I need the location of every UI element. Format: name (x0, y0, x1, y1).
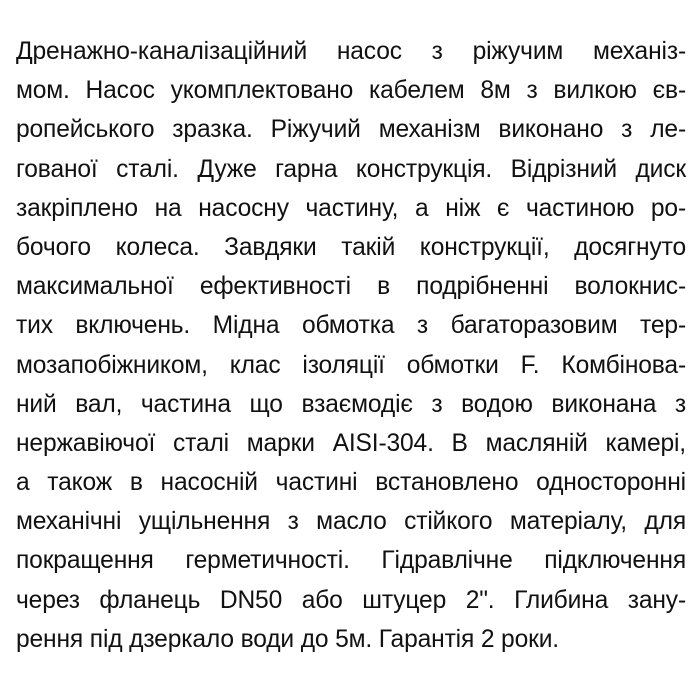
paragraph-line: нержавіючої сталі марки AISI-304. В масляній камері, (16, 429, 686, 457)
paragraph-line: тих включень. Мідна обмотка з багаторазовим тер- (16, 312, 686, 340)
paragraph-line: максимальної ефективності в подрібненні волокнис- (16, 273, 686, 301)
paragraph-line: мозапобіжником, клас ізоляції обмотки F. Комбінова- (16, 351, 686, 379)
paragraph-line: через фланець DN50 або штуцер 2". Глибина зану- (16, 586, 686, 614)
paragraph-line: покращення герметичності. Гідравлічне підключення (16, 547, 686, 575)
paragraph-line: закріплено на насосну частину, а ніж є частиною ро- (16, 194, 686, 222)
product-description-paragraph (16, 32, 686, 659)
paragraph-line: механічні ущільнення з масло стійкого матеріалу, для (16, 508, 686, 536)
paragraph-line: Дренажно-каналізаційний насос з ріжучим механіз- (16, 38, 686, 65)
paragraph-line: а також в насосній частині встановлено односторонні (16, 469, 686, 497)
paragraph-line: мом. Насос укомплектовано кабелем 8м з вилкою єв- (16, 77, 686, 105)
paragraph-line: ропейського зразка. Ріжучий механізм виконано з ле- (16, 116, 686, 144)
paragraph-line: ний вал, частина що взаємодіє з водою виконана з (16, 390, 686, 418)
paragraph-line: гованої сталі. Дуже гарна конструкція. Відрізний диск (16, 155, 686, 183)
paragraph-line: бочого колеса. Завдяки такій конструкції, досягнуто (16, 233, 686, 261)
paragraph-line: рення під дзеркало води до 5м. Гарантія 2 роки. (16, 625, 559, 653)
